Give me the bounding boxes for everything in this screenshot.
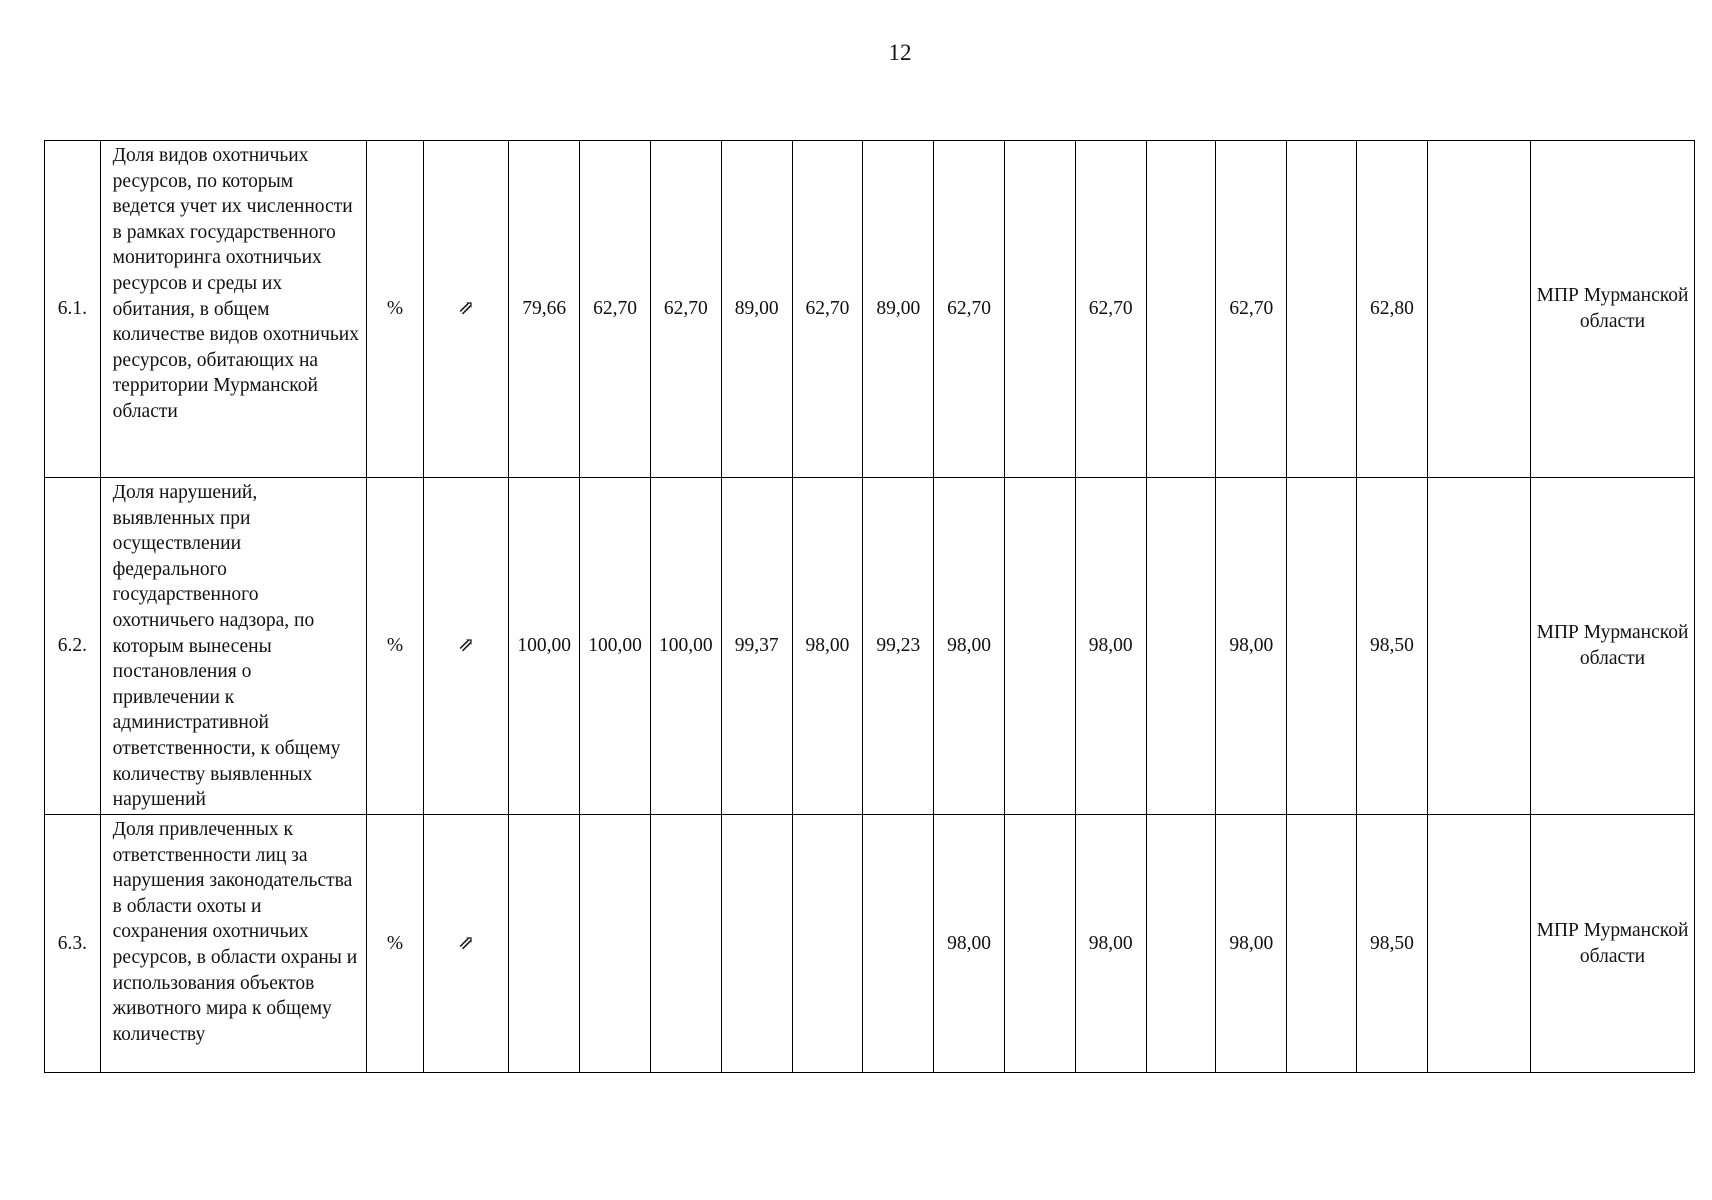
value-cell: 98,50 bbox=[1357, 815, 1428, 1073]
responsible-cell: МПР Мурманской области bbox=[1531, 815, 1695, 1073]
value-cell: 79,66 bbox=[509, 141, 580, 478]
value-cell: 62,70 bbox=[1075, 141, 1146, 478]
value-cell: 100,00 bbox=[509, 478, 580, 815]
value-cell: 89,00 bbox=[721, 141, 792, 478]
value-cell bbox=[1427, 478, 1530, 815]
value-cell bbox=[650, 815, 721, 1073]
value-cell: 98,00 bbox=[1216, 478, 1287, 815]
value-cell: 62,70 bbox=[934, 141, 1005, 478]
value-cell: 98,00 bbox=[1075, 478, 1146, 815]
responsible-cell: МПР Мурманской области bbox=[1531, 141, 1695, 478]
value-cell bbox=[721, 815, 792, 1073]
table-row bbox=[45, 478, 1695, 815]
value-cell bbox=[1005, 815, 1076, 1073]
value-cell bbox=[1287, 815, 1357, 1073]
value-cell bbox=[1146, 815, 1216, 1073]
row-number: 6.2. bbox=[45, 478, 101, 815]
value-cell bbox=[1146, 478, 1216, 815]
arrow-up-right-icon: ⇗ bbox=[424, 815, 509, 1073]
value-cell bbox=[1427, 141, 1530, 478]
page-number: 12 bbox=[888, 40, 912, 65]
value-cell: 98,00 bbox=[934, 478, 1005, 815]
value-cell bbox=[1287, 141, 1357, 478]
value-cell: 89,00 bbox=[863, 141, 934, 478]
value-cell: 98,00 bbox=[934, 815, 1005, 1073]
value-cell bbox=[792, 815, 863, 1073]
value-cell bbox=[1427, 815, 1530, 1073]
table-row bbox=[45, 815, 1695, 1073]
indicator-description: Доля нарушений, выявленных при осуществлении федерального государственного охотничьего надзора, по которым вынесены постановления о привлечении к административной ответственности, к общему количеству выявленных нарушений bbox=[100, 478, 366, 815]
value-cell: 62,70 bbox=[1216, 141, 1287, 478]
unit-cell: % bbox=[366, 815, 424, 1073]
value-cell bbox=[580, 815, 651, 1073]
value-cell: 99,23 bbox=[863, 478, 934, 815]
value-cell bbox=[1287, 478, 1357, 815]
value-cell bbox=[1005, 141, 1076, 478]
value-cell: 99,37 bbox=[721, 478, 792, 815]
value-cell: 62,70 bbox=[580, 141, 651, 478]
arrow-up-right-icon: ⇗ bbox=[424, 141, 509, 478]
value-cell: 62,80 bbox=[1357, 141, 1428, 478]
value-cell: 100,00 bbox=[650, 478, 721, 815]
value-cell bbox=[509, 815, 580, 1073]
value-cell: 100,00 bbox=[580, 478, 651, 815]
table-row bbox=[45, 141, 1695, 478]
responsible-cell: МПР Мурманской области bbox=[1531, 478, 1695, 815]
value-cell: 98,00 bbox=[792, 478, 863, 815]
value-cell bbox=[1005, 478, 1076, 815]
row-number: 6.1. bbox=[45, 141, 101, 478]
indicator-description: Доля привлеченных к ответственности лиц за нарушения законодательства в области охоты и сохранения охотничьих ресурсов, в области охраны и использования объектов животного мира к общему количеству bbox=[100, 815, 366, 1073]
value-cell bbox=[1146, 141, 1216, 478]
value-cell: 98,00 bbox=[1075, 815, 1146, 1073]
row-number: 6.3. bbox=[45, 815, 101, 1073]
value-cell: 98,00 bbox=[1216, 815, 1287, 1073]
arrow-up-right-icon: ⇗ bbox=[424, 478, 509, 815]
value-cell: 98,50 bbox=[1357, 478, 1428, 815]
unit-cell: % bbox=[366, 478, 424, 815]
indicators-table bbox=[44, 140, 1695, 1073]
value-cell: 62,70 bbox=[650, 141, 721, 478]
indicator-description: Доля видов охотничьих ресурсов, по которым ведется учет их численности в рамках государственного мониторинга охотничьих ресурсов и среды их обитания, в общем количестве видов охотничьих ресурсов, обитающих на территории Мурманской области bbox=[100, 141, 366, 478]
value-cell: 62,70 bbox=[792, 141, 863, 478]
unit-cell: % bbox=[366, 141, 424, 478]
value-cell bbox=[863, 815, 934, 1073]
